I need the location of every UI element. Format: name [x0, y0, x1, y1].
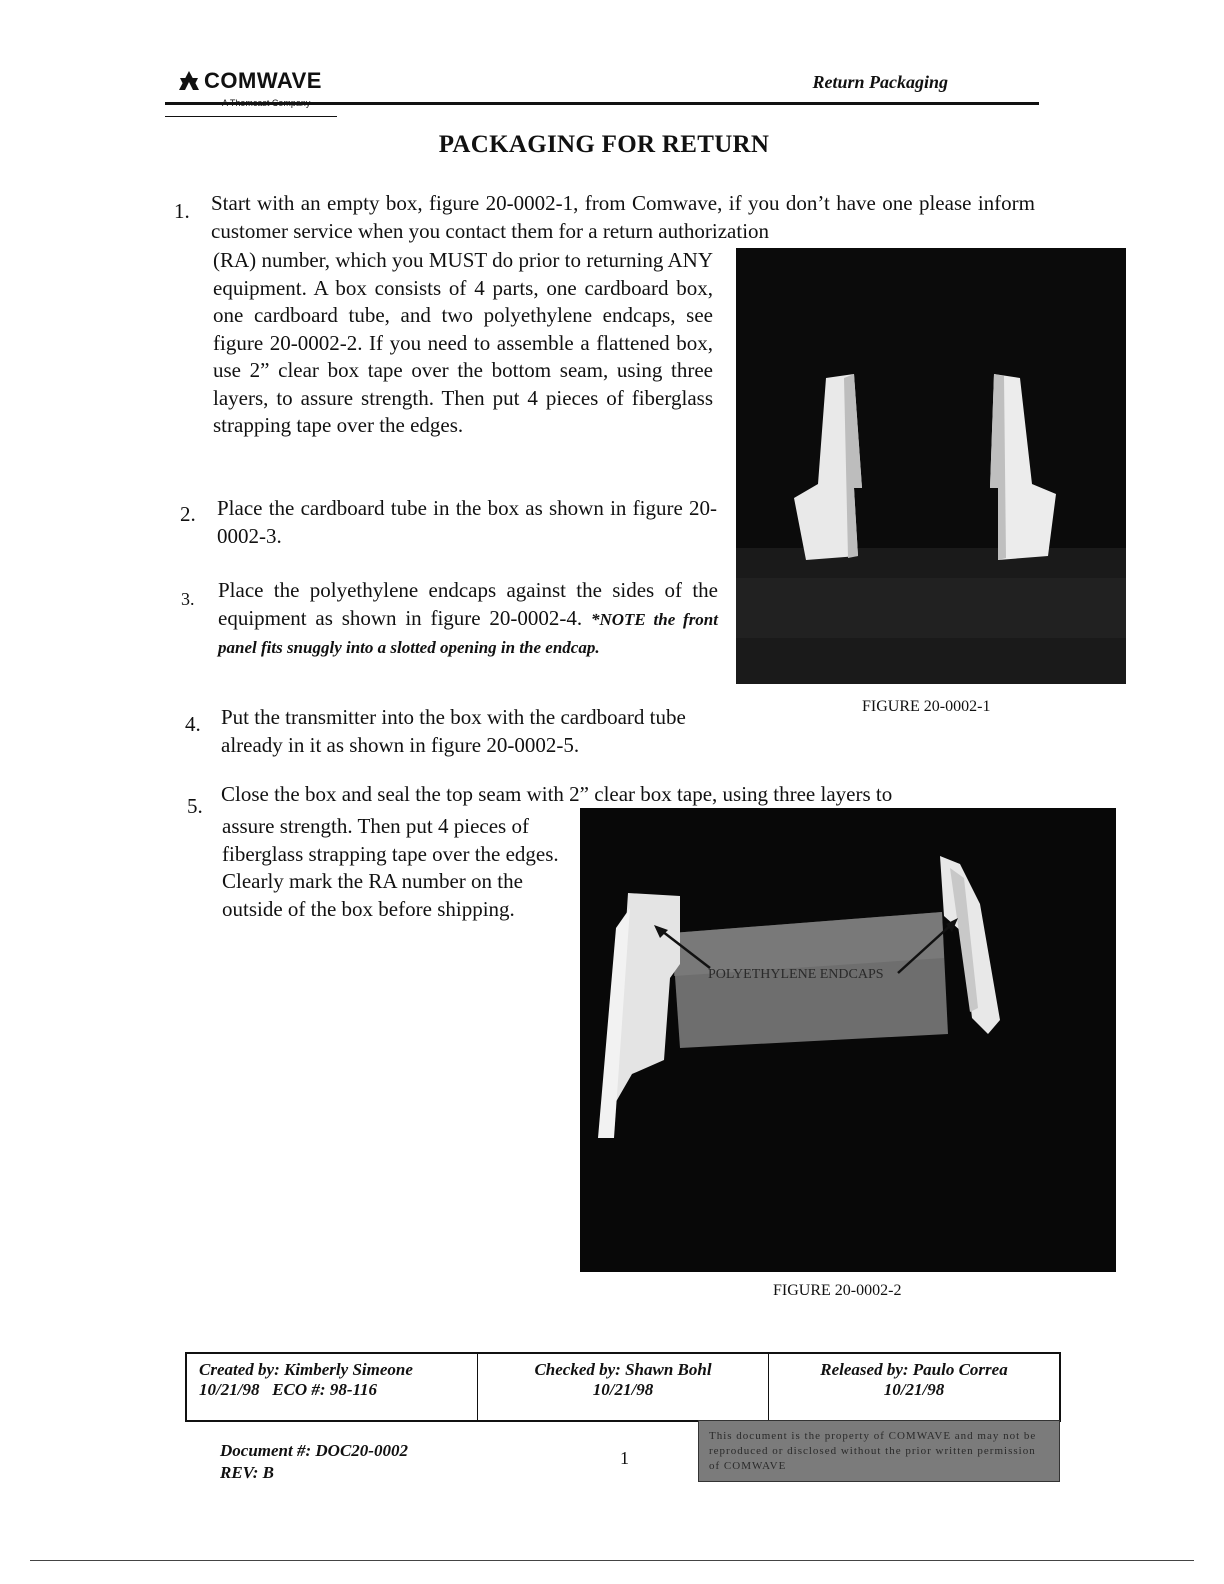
comwave-logo-icon [178, 70, 200, 92]
step-3-main: Place the polyethylene endcaps against the sides of the equipment as shown in figure 20-0002-4. [218, 578, 718, 630]
company-name: COMWAVE [204, 68, 322, 93]
proprietary-notice: This document is the property of COMWAVE and may not be reproduced or disclosed without the prior written permission of COMWAVE [698, 1420, 1060, 1482]
document-number: Document #: DOC20-0002 [220, 1441, 408, 1460]
checked-by-cell [478, 1354, 769, 1420]
endcaps-image [580, 808, 1116, 1272]
step-5-lead: Close the box and seal the top seam with 2” clear box tape, using three layers to [221, 782, 893, 806]
page-number: 1 [620, 1448, 629, 1468]
created-date: 10/21/98 [199, 1380, 260, 1399]
page-bottom-rule [30, 1560, 1194, 1561]
created-by-cell [187, 1354, 478, 1420]
eco-number: ECO #: 98-116 [272, 1380, 378, 1399]
released-date: 10/21/98 [883, 1380, 945, 1399]
released-by: Released by: Paulo Correa [820, 1360, 1008, 1379]
step-2-text: Place the cardboard tube in the box as shown in figure 20-0002-3. [217, 496, 717, 548]
step-number: 2. [180, 502, 196, 526]
step-1-text: (RA) number, which you MUST do prior to returning ANY equipment. A box consists of 4 parts, one cardboard box, one cardboard tube, and two polyethylene endcaps, see figure 20-0002-2. If you need to assemble a flattened box, use 2” clear box tape over the bottom seam, using three layers, to assure strength. Then put 4 pieces of fiberglass strapping tape over the edges. [213, 248, 713, 437]
document-info [220, 1440, 408, 1484]
figure-2-caption: FIGURE 20-0002-2 [773, 1282, 902, 1299]
signature-table [185, 1352, 1061, 1422]
logo-underline [165, 116, 337, 117]
checked-date: 10/21/98 [592, 1380, 654, 1399]
revision: REV: B [220, 1463, 275, 1482]
step-4-text: Put the transmitter into the box with the cardboard tube already in it as shown in figure 20-0002-5. [221, 705, 686, 757]
step-number: 4. [185, 712, 201, 736]
created-date-eco [199, 1380, 465, 1400]
step-number: 5. [187, 794, 203, 818]
step-1-lead: Start with an empty box, figure 20-0002-1, from Comwave, if you don’t have one please inform customer service when you contact them for a return authorization [211, 191, 1035, 243]
checked-by: Checked by: Shawn Bohl [534, 1360, 712, 1379]
created-by: Created by: Kimberly Simeone [199, 1360, 413, 1379]
step-number: 3. [181, 589, 195, 609]
figure-1-caption: FIGURE 20-0002-1 [862, 698, 991, 715]
header-divider [165, 102, 1039, 105]
page-title: PACKAGING FOR RETURN [438, 131, 770, 158]
empty-box-image [736, 248, 1126, 684]
step-5-text: assure strength. Then put 4 pieces of fiberglass strapping tape over the edges. Clearly mark the RA number on the outside of the box before shipping. [222, 814, 559, 921]
step-3-text [218, 577, 718, 662]
figure-1-photo [736, 248, 1126, 684]
figure-2-label: POLYETHYLENE ENDCAPS [708, 967, 884, 982]
step-3-note: *NOTE the front panel fits snuggly into a slotted opening in the endcap. [218, 609, 718, 657]
figure-2-photo [580, 808, 1116, 1272]
step-number: 1. [174, 199, 190, 223]
released-by-cell [769, 1354, 1059, 1420]
section-title: Return Packaging [812, 72, 948, 92]
